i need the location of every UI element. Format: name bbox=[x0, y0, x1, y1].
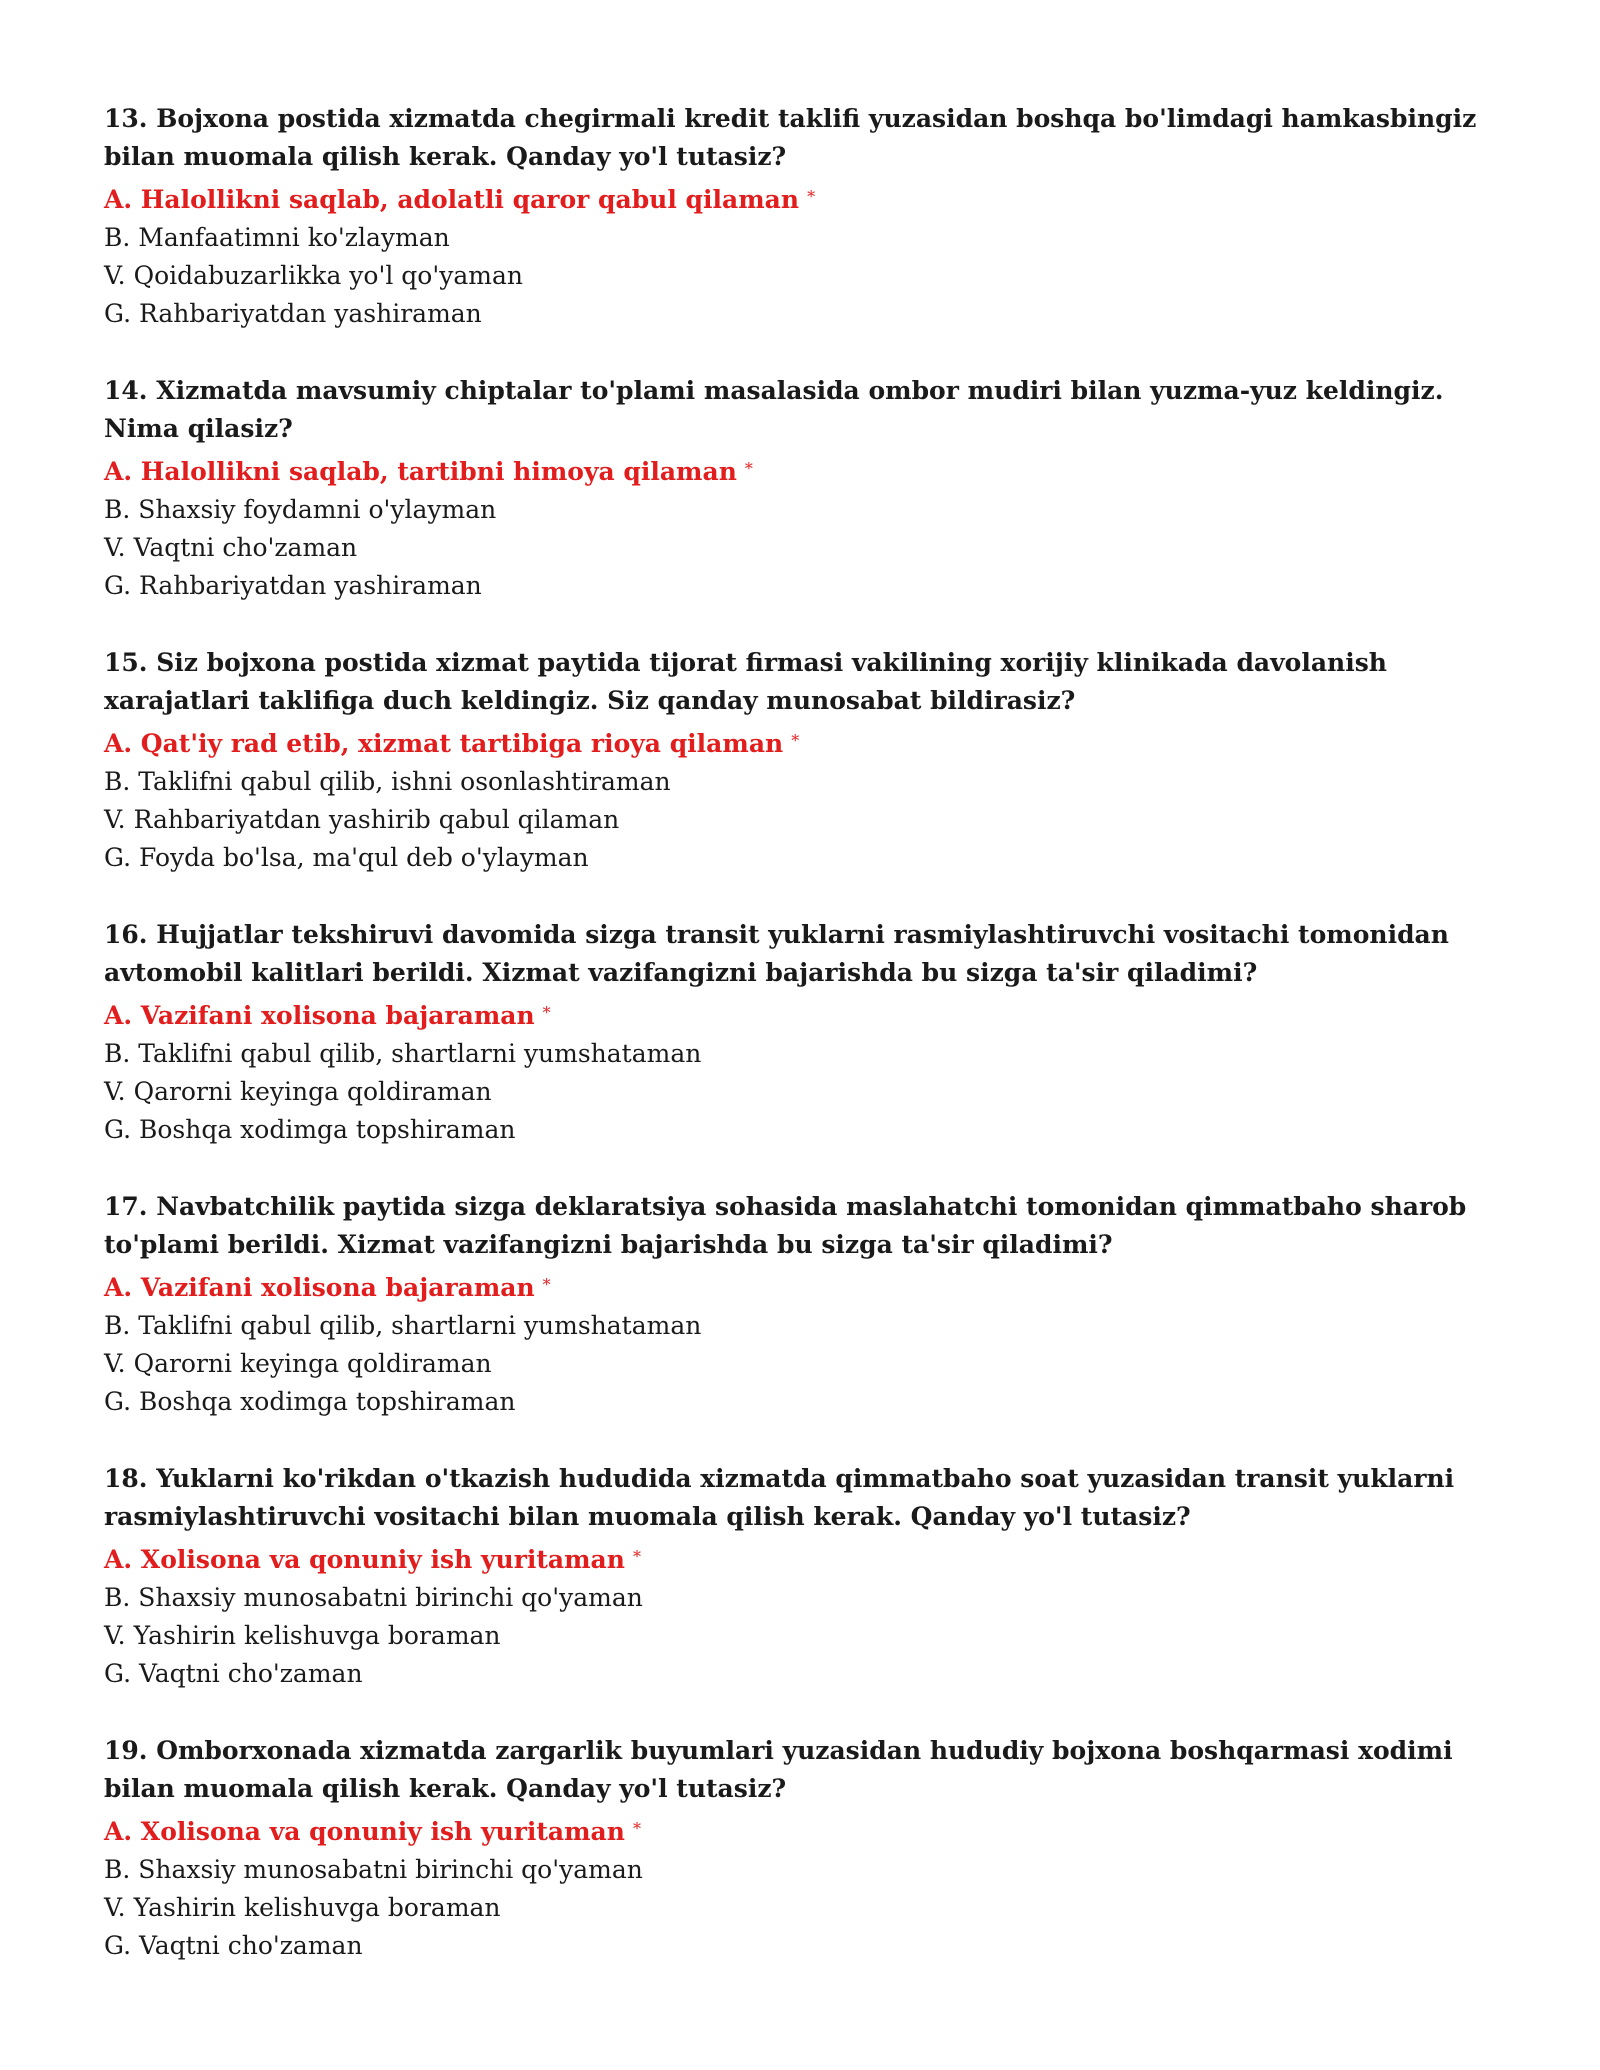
correct-marker-icon: * bbox=[542, 1003, 551, 1022]
correct-answer bbox=[104, 722, 1504, 763]
correct-answer bbox=[104, 1266, 1504, 1307]
question-list bbox=[104, 100, 1504, 2004]
answer-option: G. Boshqa xodimga topshiraman bbox=[104, 1387, 516, 1416]
answer-label: A. Vazifani xolisona bajaraman bbox=[104, 1001, 535, 1030]
answer-option: G. Boshqa xodimga topshiraman bbox=[104, 1115, 516, 1144]
answer-option: B. Shaxsiy munosabatni birinchi qo'yaman bbox=[104, 1855, 643, 1884]
question-text: 15. Siz bojxona postida xizmat paytida tijorat firmasi vakilining xorijiy klinikada davolanish xarajatlari taklifiga duch keldingiz. Siz qanday munosabat bildirasiz? bbox=[104, 648, 1387, 715]
answer-option: G. Vaqtni cho'zaman bbox=[104, 1659, 363, 1688]
answer-option: G. Vaqtni cho'zaman bbox=[104, 1931, 363, 1960]
answer-option: B. Shaxsiy foydamni o'ylayman bbox=[104, 495, 497, 524]
question-text: 14. Xizmatda mavsumiy chiptalar to'plami masalasida ombor mudiri bilan yuzma-yuz keldingiz. Nima qilasiz? bbox=[104, 376, 1444, 443]
question-19 bbox=[104, 1732, 1504, 1965]
correct-marker-icon: * bbox=[632, 1819, 641, 1838]
answer-option: V. Qoidabuzarlikka yo'l qo'yaman bbox=[104, 261, 523, 290]
question-17 bbox=[104, 1188, 1504, 1421]
answer-option: B. Taklifni qabul qilib, shartlarni yumshataman bbox=[104, 1039, 702, 1068]
answer-option: B. Manfaatimni ko'zlayman bbox=[104, 223, 450, 252]
answer-option: V. Vaqtni cho'zaman bbox=[104, 533, 358, 562]
question-13 bbox=[104, 100, 1504, 333]
correct-answer bbox=[104, 1810, 1504, 1851]
answer-option: V. Qarorni keyinga qoldiraman bbox=[104, 1077, 492, 1106]
answer-option: V. Yashirin kelishuvga boraman bbox=[104, 1893, 501, 1922]
question-text: 13. Bojxona postida xizmatda chegirmali kredit taklifi yuzasidan boshqa bo'limdagi hamkasbingiz bilan muomala qilish kerak. Qanday yo'l tutasiz? bbox=[104, 104, 1477, 171]
correct-marker-icon: * bbox=[632, 1547, 641, 1566]
correct-answer bbox=[104, 994, 1504, 1035]
answer-option: V. Rahbariyatdan yashirib qabul qilaman bbox=[104, 805, 620, 834]
answer-option: B. Taklifni qabul qilib, ishni osonlashtiraman bbox=[104, 767, 671, 796]
correct-marker-icon: * bbox=[542, 1275, 551, 1294]
correct-marker-icon: * bbox=[744, 459, 753, 478]
answer-option: G. Foyda bo'lsa, ma'qul deb o'ylayman bbox=[104, 843, 589, 872]
answer-label: A. Vazifani xolisona bajaraman bbox=[104, 1273, 535, 1302]
correct-marker-icon: * bbox=[791, 731, 800, 750]
question-text: 16. Hujjatlar tekshiruvi davomida sizga transit yuklarni rasmiylashtiruvchi vositachi tomonidan avtomobil kalitlari berildi. Xizmat vazifangizni bajarishda bu sizga ta'sir qiladimi? bbox=[104, 920, 1449, 987]
question-14 bbox=[104, 372, 1504, 605]
answer-option: V. Qarorni keyinga qoldiraman bbox=[104, 1349, 492, 1378]
correct-answer bbox=[104, 1538, 1504, 1579]
correct-marker-icon: * bbox=[807, 187, 816, 206]
answer-option: G. Rahbariyatdan yashiraman bbox=[104, 571, 482, 600]
answer-label: A. Xolisona va qonuniy ish yuritaman bbox=[104, 1817, 625, 1846]
answer-label: A. Halollikni saqlab, tartibni himoya qilaman bbox=[104, 457, 737, 486]
answer-option: G. Rahbariyatdan yashiraman bbox=[104, 299, 482, 328]
answer-label: A. Xolisona va qonuniy ish yuritaman bbox=[104, 1545, 625, 1574]
answer-option: B. Shaxsiy munosabatni birinchi qo'yaman bbox=[104, 1583, 643, 1612]
question-18 bbox=[104, 1460, 1504, 1693]
answer-option: B. Taklifni qabul qilib, shartlarni yumshataman bbox=[104, 1311, 702, 1340]
question-text: 19. Omborxonada xizmatda zargarlik buyumlari yuzasidan hududiy bojxona boshqarmasi xodimi bilan muomala qilish kerak. Qanday yo'l tutasiz? bbox=[104, 1736, 1453, 1803]
question-text: 17. Navbatchilik paytida sizga deklaratsiya sohasida maslahatchi tomonidan qimmatbaho sharob to'plami berildi. Xizmat vazifangizni bajarishda bu sizga ta'sir qiladimi? bbox=[104, 1192, 1467, 1259]
answer-label: A. Halollikni saqlab, adolatli qaror qabul qilaman bbox=[104, 185, 800, 214]
correct-answer bbox=[104, 178, 1504, 219]
question-16 bbox=[104, 916, 1504, 1149]
answer-label: A. Qat'iy rad etib, xizmat tartibiga rioya qilaman bbox=[104, 729, 784, 758]
correct-answer bbox=[104, 450, 1504, 491]
answer-option: V. Yashirin kelishuvga boraman bbox=[104, 1621, 501, 1650]
question-15 bbox=[104, 644, 1504, 877]
question-text: 18. Yuklarni ko'rikdan o'tkazish hududida xizmatda qimmatbaho soat yuzasidan transit yuklarni rasmiylashtiruvchi vositachi bilan muomala qilish kerak. Qanday yo'l tutasiz? bbox=[104, 1464, 1455, 1531]
